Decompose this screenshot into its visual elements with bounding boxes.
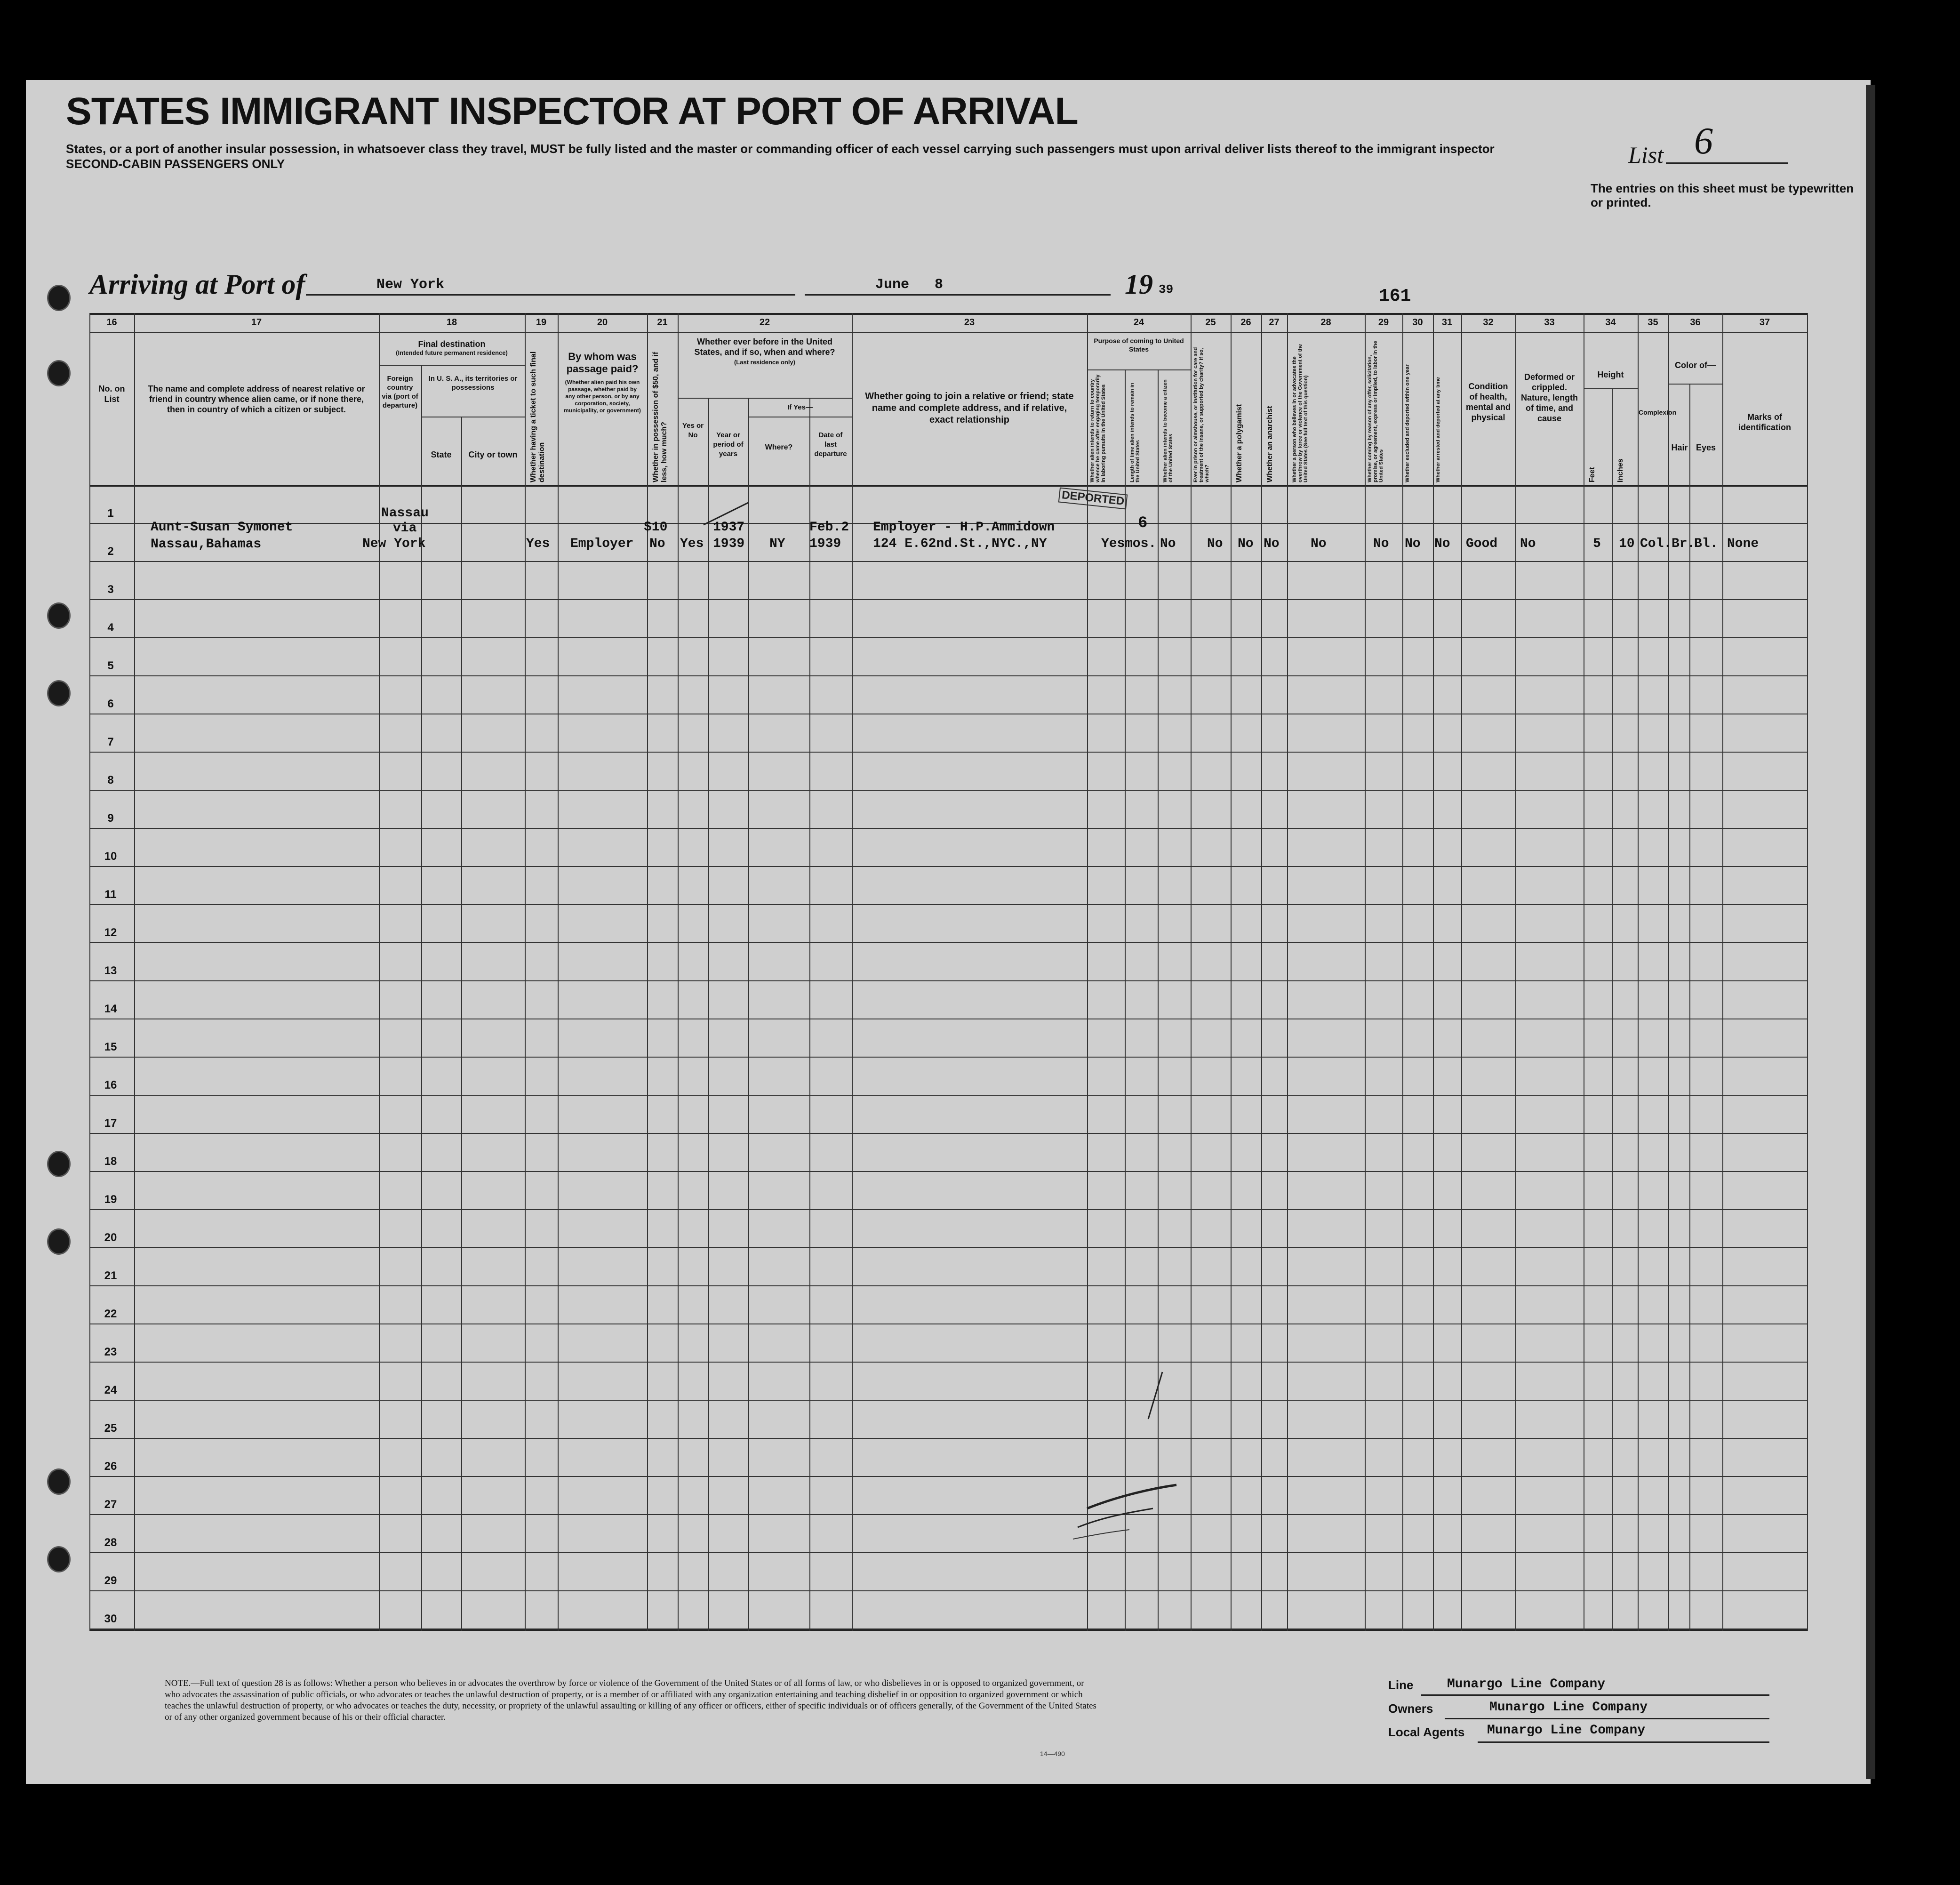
row-number: 29 [104,1574,117,1587]
relative-address: Nassau,Bahamas [151,537,262,552]
ever-before-label: Whether ever before in the United States, and if so, when and where? [694,337,835,357]
col-divider [525,313,526,1631]
agents-underline [1478,1741,1769,1743]
row-number: 2 [107,545,114,558]
date-value: June 8 [875,277,944,293]
col-number: 31 [1441,317,1453,328]
row-number: 6 [107,698,114,710]
ticket-value: Yes [526,537,550,551]
line-value: Munargo Line Company [1447,1677,1606,1692]
header-hair: Hair [1671,443,1688,452]
col-divider [1689,384,1690,1631]
header-final-destination [384,339,520,357]
header-city: City or town [468,450,518,459]
by-whom-sub: (Whether alien paid his own passage, whether paid by any other person, or by any corporation, society, municipality, or government) [564,379,641,414]
col-number: 30 [1412,317,1423,328]
header-date-departure: Date of last departure [814,431,847,458]
by-whom-label: By whom was passage paid? [566,351,639,375]
header-by-whom [562,351,642,414]
condition-value: Good [1466,537,1498,551]
pen-scribble [1068,1348,1191,1560]
binder-hole [47,360,71,386]
row-number: 15 [104,1041,117,1053]
header-subrule [678,398,852,399]
row-number: 18 [104,1155,117,1168]
header-col28: Whether a person who believes in or advocates the overthrow by force or violence of the Government of the United States (See full text of this question) [1292,344,1309,482]
row-rule [89,561,1807,562]
row-rule [89,1247,1807,1248]
colnum-rule [89,332,1807,333]
binder-hole [47,1151,71,1177]
row-rule [89,1552,1807,1553]
col-divider [1287,313,1288,1631]
header-joining: Whether going to join a relative or friend; state name and complete address, and if relative, exact relationship [865,391,1074,425]
header-in-usa: In U. S. A., its territories or possessions [428,375,518,392]
year-suffix: 39 [1159,282,1174,297]
money-value: $10 [644,520,668,535]
row-number: 1 [107,507,114,520]
col-divider [1191,313,1192,1631]
col-number: 23 [964,317,975,328]
col-divider [1515,313,1516,1631]
row-number: 4 [107,621,114,634]
purpose-citizen-value: No [1160,537,1176,551]
col-divider [558,313,559,1631]
row-number: 3 [107,583,114,596]
page-number: 161 [1379,286,1411,306]
final-destination-label: Final destination [418,339,486,349]
row-number: 24 [104,1384,117,1396]
years-value-2: 1939 [713,537,745,551]
row-number: 13 [104,964,117,977]
list-underline [1666,162,1788,164]
col-divider [379,313,380,1631]
row-rule [89,1362,1807,1363]
year-prefix: 19 [1125,269,1153,300]
col-number: 32 [1483,317,1494,328]
header-where: Where? [765,443,793,451]
row-number: 21 [104,1269,117,1282]
row-rule [89,1095,1807,1096]
col27-value: No [1264,537,1280,551]
paid-by-value: Employer [570,537,634,551]
page-title: STATES IMMIGRANT INSPECTOR AT PORT OF ARRIVAL [66,90,1078,133]
row-number: 28 [104,1536,117,1549]
col-number: 17 [251,317,262,328]
col-number: 19 [536,317,547,328]
row-number: 23 [104,1346,117,1358]
class-note: SECOND-CABIN PASSENGERS ONLY [66,157,285,171]
col-divider [1365,313,1366,1631]
row-rule [89,1514,1807,1515]
owners-underline [1445,1718,1769,1719]
header-col26: Whether a polygamist [1235,404,1243,482]
row-number: 25 [104,1422,117,1435]
col-number: 26 [1240,317,1251,328]
row-number: 5 [107,659,114,672]
col-divider [1638,313,1639,1631]
deformed-value: No [1520,537,1536,551]
col-number: 22 [759,317,770,328]
joining-value-1: Employer - H.P.Ammidown [873,520,1055,535]
header-money: Whether in possession of $50, and if less, how much? [652,352,668,482]
col-number: 33 [1544,317,1555,328]
col-divider [678,313,679,1631]
purpose-length-top: 6 [1138,514,1148,532]
col-number: 28 [1320,317,1331,328]
col-divider [1433,313,1434,1631]
row-number: 27 [104,1498,117,1511]
col29-value: No [1373,537,1389,551]
row-number: 22 [104,1307,117,1320]
foreign-country-via: via [393,521,417,536]
col-divider [421,365,422,1631]
row-rule [89,942,1807,943]
header-inches: Inches [1616,458,1624,482]
row-number: 8 [107,774,114,786]
row-number: 16 [104,1079,117,1091]
header-no-on-list: No. on List [98,384,125,404]
manifest-table [89,313,1807,1631]
purpose-return-value: Yes [1101,537,1125,551]
header-col31: Whether arrested and deported at any time [1435,377,1441,482]
port-underline [306,294,795,296]
col31-value: No [1434,537,1450,551]
header-subrule [1087,369,1191,370]
row-number: 17 [104,1117,117,1130]
header-marks: Marks of identification [1738,412,1791,432]
binder-hole [47,1546,71,1572]
row-number: 11 [104,888,117,901]
foreign-country-value: Nassau [381,506,429,521]
col-number: 25 [1205,317,1216,328]
row-rule [89,1209,1807,1210]
header-subrule [1668,384,1722,385]
departure-value-1: Feb.2 [809,520,849,535]
owners-label: Owners [1388,1701,1433,1716]
header-if-yes: If Yes— [787,403,813,411]
header-col27: Whether an anarchist [1266,406,1274,482]
col-divider [1261,313,1262,1631]
where-value: NY [769,537,785,551]
col-number: 37 [1759,317,1770,328]
col25-value: No [1207,537,1223,551]
col-divider [1231,313,1232,1631]
binder-hole [47,285,71,311]
col-number: 29 [1378,317,1389,328]
row-rule [89,637,1807,638]
ever-before-sub: (Last residence only) [734,359,796,366]
check-mark [701,499,753,527]
ever-before-value: Yes [680,537,704,551]
header-purpose-length: Length of time alien intends to remain in the United States [1129,383,1141,482]
complexion-value: Col. [1640,537,1672,551]
col-number: 36 [1690,317,1701,328]
header-col29: Whether coming by reason of any offer, solicitation, promise, or agreement, express or implied, to labor in the United States [1367,341,1384,482]
inches-value: 10 [1619,537,1635,551]
header-purpose-return: Whether alien intends to return to country whence he came after engaging temporarily in laboring pursuits in the United States [1089,374,1106,482]
header-ever-before [682,337,847,368]
row-number: 9 [107,812,114,825]
departure-value-2: 1939 [809,537,841,551]
row-rule [89,1476,1807,1477]
col-number: 24 [1133,317,1144,328]
col-number: 21 [657,317,668,328]
col-divider [461,417,462,1631]
row-rule [89,1438,1807,1439]
col-divider [809,398,810,1631]
row-rule [89,1057,1807,1058]
col-divider [647,313,648,1631]
instructions-text [66,141,1525,171]
binder-hole [47,1228,71,1255]
row-number: 7 [107,736,114,748]
row-rule [89,904,1807,905]
form-code: 14—490 [1040,1750,1065,1757]
header-bottom-rule [89,485,1807,487]
agents-label: Local Agents [1388,1725,1465,1739]
feet-value: 5 [1593,537,1601,551]
col-divider [1668,313,1669,1631]
list-number: 6 [1694,120,1713,162]
row-rule [89,1590,1807,1591]
col-number: 18 [446,317,457,328]
list-label: List [1628,142,1664,168]
col-divider [1807,313,1808,1631]
date-underline [805,294,1111,296]
header-col30: Whether excluded and deported within one year [1405,364,1410,482]
line-label: Line [1388,1678,1414,1692]
binder-hole [47,680,71,706]
arriving-label: Arriving at Port of [89,269,305,300]
col-divider [708,398,709,1631]
row-rule [89,980,1807,981]
col-divider [1402,313,1403,1631]
col-number: 16 [106,317,117,328]
row-rule [89,1285,1807,1286]
header-feet: Feet [1588,467,1596,482]
money-no: No [649,537,665,551]
header-condition: Condition of health, mental and physical [1465,382,1511,422]
col-divider [1722,313,1723,1631]
deported-stamp: DEPORTED [1058,487,1128,509]
col-divider [748,398,749,1631]
row-rule [89,752,1807,753]
binder-hole [47,1468,71,1495]
header-year-period: Year or period of years [713,431,744,458]
header-yes-no: Yes or No [682,422,704,439]
sheet-edge [1866,85,1875,1779]
row-rule [89,828,1807,829]
col-divider [852,313,853,1631]
row-rule [89,1400,1807,1401]
owners-value: Munargo Line Company [1489,1700,1648,1715]
col-number: 34 [1605,317,1616,328]
row-number: 12 [104,926,117,939]
row-number: 20 [104,1231,117,1244]
header-complexion: Complexion [1639,409,1677,416]
row-rule [89,1171,1807,1172]
col26-value: No [1238,537,1254,551]
row-rule [89,599,1807,600]
typewritten-note: The entries on this sheet must be typewritten or printed. [1591,181,1854,209]
purpose-length-value: mos. [1125,537,1157,551]
port-value: New York [376,277,445,293]
row-rule [89,1133,1807,1134]
header-foreign-country: Foreign country via (port of departure) [382,375,418,409]
row-number: 14 [104,1003,117,1015]
header-relative: The name and complete address of nearest relative or friend in country whence alien came, or if none there, then in country of which a citizen or subject. [148,384,365,414]
agents-value: Munargo Line Company [1487,1723,1646,1738]
col28-value: No [1311,537,1327,551]
col30-value: No [1405,537,1421,551]
joining-value-2: 124 E.62nd.St.,NYC.,NY [873,537,1047,551]
row-rule [89,866,1807,867]
row-number: 19 [104,1193,117,1206]
header-height: Height [1597,370,1624,379]
col-divider [1461,313,1462,1631]
header-purpose: Purpose of coming to United States [1094,337,1184,353]
row-rule [89,675,1807,676]
years-value-1: 1937 [713,520,745,535]
foreign-country-port: New York [362,537,426,551]
header-color-of: Color of— [1675,361,1716,370]
instructions-line: States, or a port of another insular possession, in whatsoever class they travel, MUST be fully listed and the master or commanding officer of each vessel carrying such passengers must upon arrival deliver lists thereof to the immigrant inspector [66,142,1495,156]
header-eyes: Eyes [1696,443,1716,452]
header-deformed: Deformed or crippled. Nature, length of time, and cause [1520,372,1578,423]
row-rule [89,1628,1807,1629]
header-subrule [1584,388,1638,389]
question-28-note: NOTE.—Full text of question 28 is as follows: Whether a person who believes in or advocates the overthrow by force or violence of the Government of the United States or of all forms of law, or who disbelieves in or is opposed to organized government, or who advocates the assassination of public officials, or who advocates or teaches the unlawful destruction of property, or is a member of or affiliated with any organization entertaining and teaching disbelief in or opposition to organized government or which teaches the unlawful destruction of property, or who advocates or teaches the duty, necessity, or propriety of the unlawful assaulting or killing of any officer or officers, either of specific individuals or of officers generally, of the Government of the United States or of any other organized government because of his or their official character. [165,1678,1096,1722]
col-number: 35 [1648,317,1658,328]
header-col25: Ever in prison or almshouse, or institution for care and treatment of the insane, or supported by charity? If so, which? [1193,347,1210,482]
header-subrule [379,365,525,366]
final-destination-sub: (Intended future permanent residence) [396,349,508,356]
col-number: 27 [1269,317,1280,328]
row-number: 10 [104,850,117,863]
row-number: 30 [104,1612,117,1625]
col-number: 20 [597,317,608,328]
header-state: State [431,450,452,459]
col-divider [134,313,135,1631]
header-purpose-citizen: Whether alien intends to become a citizen of the United States [1162,379,1174,482]
marks-value: None [1727,537,1759,551]
row-number: 26 [104,1460,117,1473]
binder-hole [47,602,71,629]
header-ticket: Whether having a ticket to such final destination [529,351,546,482]
col-divider [1612,388,1613,1631]
hair-value: Br. [1672,537,1696,551]
line-underline [1421,1694,1769,1696]
relative-name: Aunt-Susan Symonet [151,520,293,535]
row-rule [89,790,1807,791]
table-bottom-rule [89,1629,1807,1631]
eyes-value: Bl. [1694,537,1718,551]
